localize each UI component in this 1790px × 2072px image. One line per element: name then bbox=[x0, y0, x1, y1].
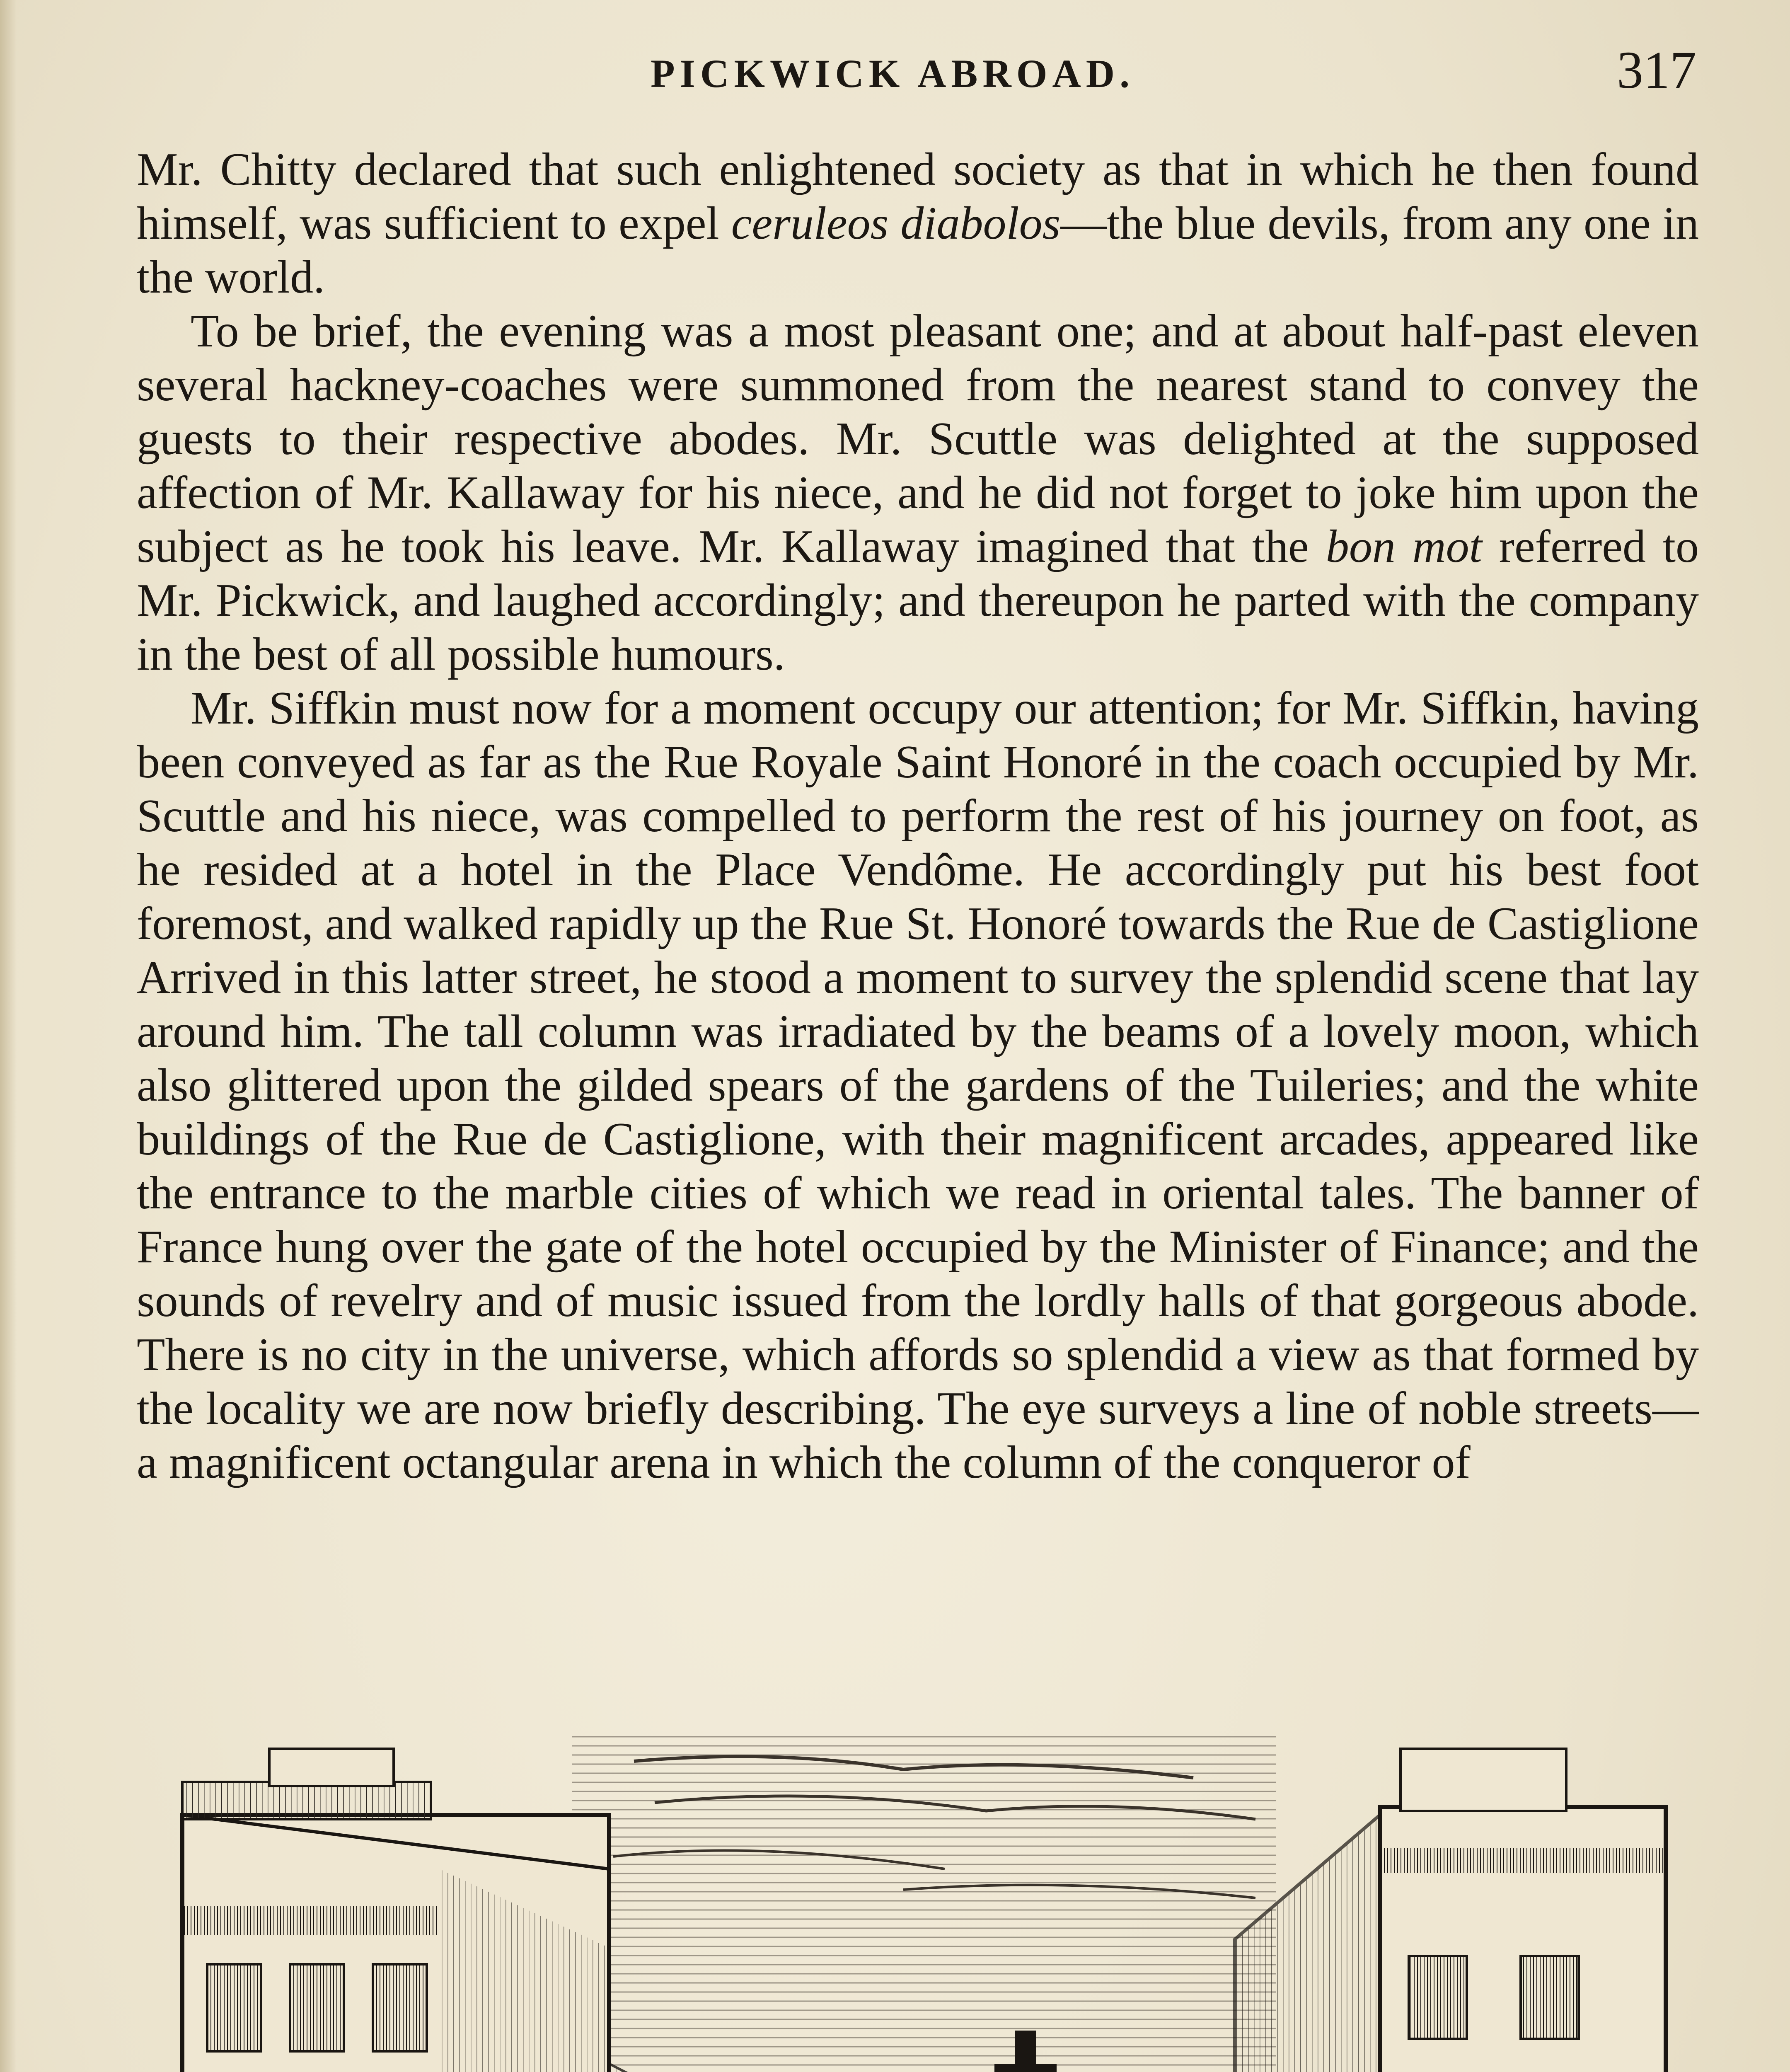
page-gutter-shadow bbox=[0, 0, 17, 2072]
paragraph-evening: To be brief, the evening was a most pleasant one; and at about half-past eleven several hackney-coaches were summoned from the nearest stand to convey the guests to their respective abodes. Mr. Scuttle was delighted at the supposed affection of Mr. Kallaway for his niece, and he did not forget to joke him upon the subject as he took his leave. Mr. Kallaway imagined that the bon mot referred to Mr. Pickwick, and laughed accordingly; and thereupon he parted with the company in the best of all possible humours. bbox=[137, 305, 1699, 680]
page-number: 317 bbox=[1617, 41, 1696, 99]
left-building bbox=[182, 1749, 609, 2072]
text-block-top bbox=[137, 143, 1699, 1489]
paragraph-siffkin: Mr. Siffkin must now for a moment occupy our attention; for Mr. Siffkin, having been conveyed as far as the Rue Royale Saint Honoré in the coach occupied by Mr. Scuttle and his niece, was compelled to perform the rest of his journey on foot, as he resided at a hotel in the Place Vendôme. He accordingly put his best foot foremost, and walked rapidly up the Rue St. Honoré towards the Rue de Castiglione Arrived in this latter street, he stood a moment to survey the splendid scene that lay around him. The tall column was irradiated by the beams of a lovely moon, which also glittered upon the gilded spears of the gardens of the Tuileries; and the white buildings of the Rue de Castiglione, with their magnificent arcades, appeared like the entrance to the marble cities of which we read in oriental tales. The banner of France hung over the gate of the hotel occupied by the Minister of Finance; and the sounds of revelry and of music issued from the lordly halls of that gorgeous abode. There is no city in the universe, which affords so splendid a view as that formed by the locality we are now briefly describing. The eye surveys a line of noble streets—a magnificent octangular arena in which the column of the conqueror of bbox=[137, 683, 1699, 1488]
italic-phrase: bon mot bbox=[1326, 521, 1482, 572]
running-head: PICKWICK ABROAD. bbox=[651, 51, 1135, 96]
italic-phrase: ceruleos diabolos bbox=[731, 198, 1061, 249]
paragraph-chitty: Mr. Chitty declared that such enlightened society as that in which he then found himself, was sufficient to expel ceruleos diabolos—the blue devils, from any one in the world. bbox=[137, 144, 1699, 303]
right-building bbox=[1235, 1749, 1666, 2072]
engraving-place-vendome bbox=[157, 1732, 1682, 2072]
